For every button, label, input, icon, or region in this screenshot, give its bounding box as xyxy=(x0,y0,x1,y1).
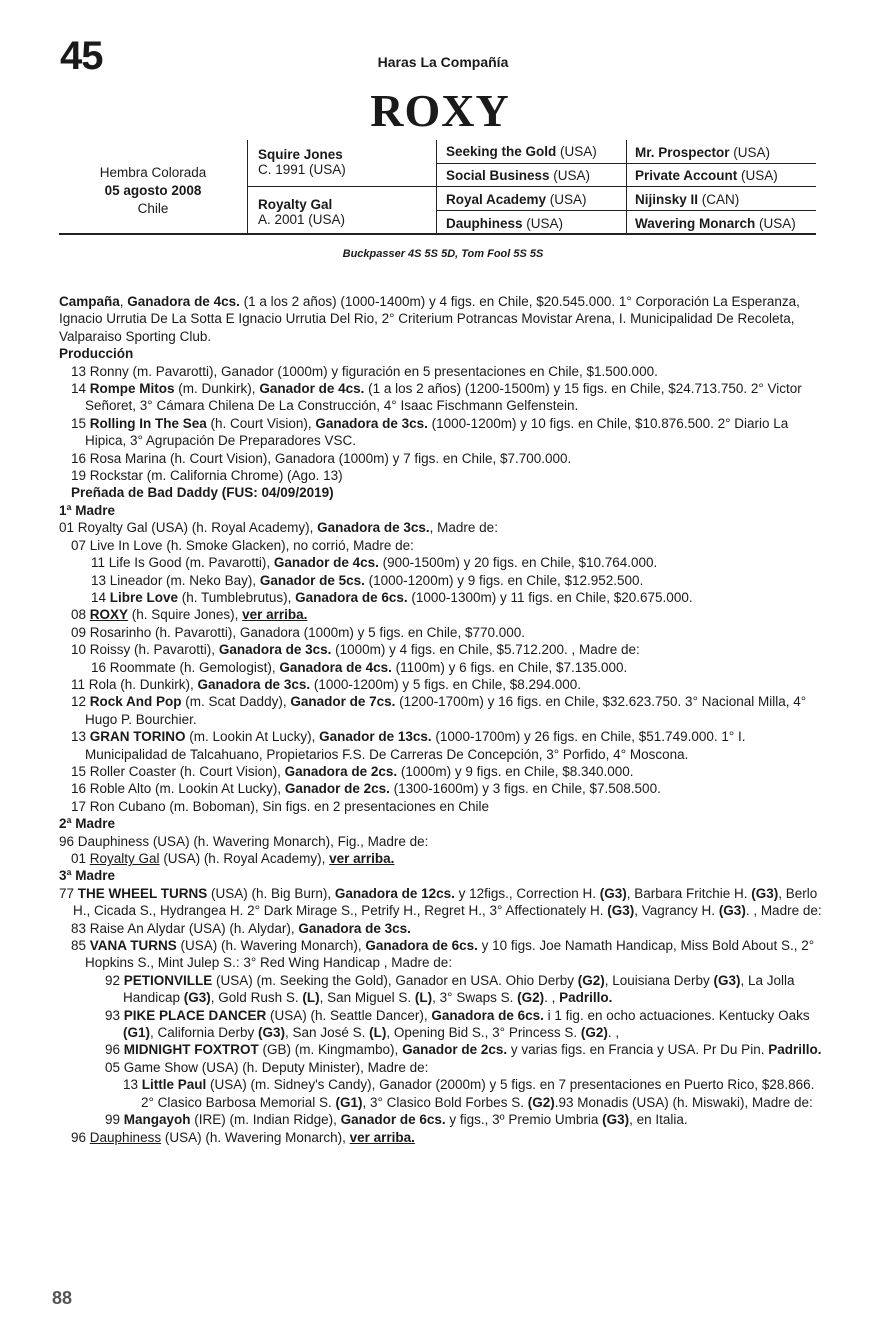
great-grandparent-cell: Mr. Prospector (USA) xyxy=(635,145,771,160)
grandparent-cell: Seeking the Gold (USA) xyxy=(446,144,597,159)
pedigree-divider xyxy=(436,186,816,187)
list-entry: 10 Roissy (h. Pavarotti), Ganadora de 3cs. (1000m) y 4 figs. en Chile, $5.712.200. , Madre de: xyxy=(71,642,640,658)
pedigree-table xyxy=(59,140,816,235)
list-entry: 07 Live In Love (h. Smoke Glacken), no corrió, Madre de: xyxy=(71,537,414,553)
great-grandparent-cell: Nijinsky II (CAN) xyxy=(635,192,740,207)
dam-info: A. 2001 (USA) xyxy=(258,212,346,227)
list-entry: 17 Ron Cubano (m. Boboman), Sin figs. en 2 presentaciones en Chile xyxy=(71,798,489,814)
third-dam-heading: 3ª Madre xyxy=(59,868,116,884)
grandparent-cell: Social Business (USA) xyxy=(446,168,591,183)
subject-sex-color: Hembra Colorada xyxy=(99,165,207,180)
list-entry: 13 Ronny (m. Pavarotti), Ganador (1000m) y figuración en 5 presentaciones en Chile, $1.500.000. xyxy=(71,363,658,379)
breeder-name: Haras La Compañía xyxy=(377,54,509,70)
list-entry: 14 Rompe Mitos (m. Dunkirk), Ganador de 4cs. (1 a los 2 años) (1200-1500m) y 15 figs. en Chile, $24.713.750. 2° Victor Señoret, 3° Cámara Chilena De La Construcción, 4° Isaac Fischmann Gelfenstein. xyxy=(71,381,802,414)
list-entry: 11 Rola (h. Dunkirk), Ganadora de 3cs. (1000-1200m) y 5 figs. en Chile, $8.294.000. xyxy=(71,676,582,692)
list-entry: 16 Rosa Marina (h. Court Vision), Ganadora (1000m) y 7 figs. en Chile, $7.700.000. xyxy=(71,450,572,466)
grandparent-cell: Dauphiness (USA) xyxy=(446,216,564,231)
great-grandparent-cell: Private Account (USA) xyxy=(635,168,778,183)
pedigree-divider xyxy=(247,140,248,234)
list-entry: 11 Life Is Good (m. Pavarotti), Ganador de 4cs. (900-1500m) y 20 figs. en Chile, $10.764.000. xyxy=(91,555,658,571)
grandparent-cell: Royal Academy (USA) xyxy=(446,192,587,207)
list-entry: 12 Rock And Pop (m. Scat Daddy), Ganador de 7cs. (1200-1700m) y 16 figs. en Chile, $32.623.750. 3° Nacional Milla, 4° Hugo P. Bourchier. xyxy=(71,694,807,727)
list-entry: 96 Dauphiness (USA) (h. Wavering Monarch), ver arriba. xyxy=(71,1129,415,1145)
list-entry: 05 Game Show (USA) (h. Deputy Minister), Madre de: xyxy=(105,1059,429,1075)
first-dam-heading: 1ª Madre xyxy=(59,502,116,518)
list-entry: 09 Rosarinho (h. Pavarotti), Ganadora (1000m) y 5 figs. en Chile, $770.000. xyxy=(71,624,526,640)
list-entry: 01 Royalty Gal (USA) (h. Royal Academy), ver arriba. xyxy=(71,851,395,866)
pedigree-divider xyxy=(626,140,627,234)
third-dam-list xyxy=(59,885,829,1146)
subject-info xyxy=(59,164,247,218)
list-entry: 96 MIDNIGHT FOXTROT (GB) (m. Kingmambo), Ganador de 2cs. y varias figs. en Francia y USA. Pr Du Pin. Padrillo. xyxy=(105,1042,822,1058)
pedigree-bottom-rule xyxy=(59,233,816,235)
list-entry: 13 Lineador (m. Neko Bay), Ganador de 5cs. (1000-1200m) y 9 figs. en Chile, $12.952.500. xyxy=(91,572,644,588)
inbreeding-line: Buckpasser 4S 5S 5D, Tom Fool 5S 5S xyxy=(342,248,544,260)
production-heading: Producción xyxy=(59,346,134,362)
list-entry: 15 Rolling In The Sea (h. Court Vision), Ganadora de 3cs. (1000-1200m) y 10 figs. en Chile, $10.876.500. 2° Diario La Hipica, 3° Agrupación De Preparadores VSC. xyxy=(71,415,789,449)
list-entry: 14 Libre Love (h. Tumblebrutus), Ganadora de 6cs. (1000-1300m) y 11 figs. en Chile, $20.675.000. xyxy=(91,589,693,605)
production-list xyxy=(59,363,829,502)
page-number: 88 xyxy=(52,1288,73,1308)
list-entry: 13 GRAN TORINO (m. Lookin At Lucky), Ganador de 13cs. (1000-1700m) y 26 figs. en Chile, $51.749.000. 1° I. Municipalidad de Talcahuano, Propietarios F.S. De Carreras De Concepción, 3° Porfido, 4° Moscona. xyxy=(71,729,746,762)
sire-cell xyxy=(258,147,346,177)
list-entry: 16 Roble Alto (m. Lookin At Lucky), Ganador de 2cs. (1300-1600m) y 3 figs. en Chile, $7.508.500. xyxy=(71,781,661,797)
list-entry: 13 Little Paul (USA) (m. Sidney's Candy), Ganador (2000m) y 5 figs. en 7 presentaciones en Puerto Rico, $28.866. 2° Clasico Barbosa Memorial S. (G1), 3° Clasico Bold Forbes S. (G2).93 Monadis (USA) (h. Miswaki), Madre de: xyxy=(123,1077,815,1110)
list-entry: 85 VANA TURNS (USA) (h. Wavering Monarch), Ganadora de 6cs. y 10 figs. Joe Namath Handicap, Miss Bold About S., 2° Hopkins S., Mint Julep S.: 3° Red Wing Handicap , Madre de: xyxy=(71,938,815,971)
pedigree-divider xyxy=(247,186,436,187)
horse-name: ROXY xyxy=(370,85,510,136)
catalog-body xyxy=(59,293,829,1146)
second-dam-list xyxy=(59,833,829,868)
subject-country: Chile xyxy=(137,201,169,216)
pedigree-divider xyxy=(436,140,437,234)
list-entry: Preñada de Bad Daddy (FUS: 04/09/2019) xyxy=(71,485,334,501)
campaign-paragraph: Campaña, Ganadora de 4cs. (1 a los 2 años) (1000-1400m) y 4 figs. en Chile, $20.545.000. 1° Corporación La Esperanza, Ignacio Urrutia De La Sotta E Ignacio Urrutia Del Rio, 2° Criterium Potrancas Movistar Arena, I. Municipalidad De Recoleta, Valparaiso Sporting Club. xyxy=(59,294,800,344)
list-entry: 77 THE WHEEL TURNS (USA) (h. Big Burn), Ganadora de 12cs. y 12figs., Correction H. (G3), Barbara Fritchie H. (G3), Berlo H., Cicada S., Hydrangea H. 2° Dark Mirage S., Petrify H., Regret H., 3° Affectionately H. (G3), Vagrancy H. (G3). , Madre de: xyxy=(59,885,822,919)
list-entry: 01 Royalty Gal (USA) (h. Royal Academy), Ganadora de 3cs., Madre de: xyxy=(59,520,498,536)
subject-birth-date: 05 agosto 2008 xyxy=(104,183,202,198)
second-dam-heading: 2ª Madre xyxy=(59,816,116,832)
first-dam-list xyxy=(59,519,829,815)
dam-name: Royalty Gal xyxy=(258,197,333,212)
dam-cell xyxy=(258,197,345,227)
list-entry: 99 Mangayoh (IRE) (m. Indian Ridge), Ganador de 6cs. y figs., 3º Premio Umbria (G3), en Italia. xyxy=(105,1112,688,1128)
list-entry: 92 PETIONVILLE (USA) (m. Seeking the Gold), Ganador en USA. Ohio Derby (G2), Louisiana Derby (G3), La Jolla Handicap (G3), Gold Rush S. (L), San Miguel S. (L), 3° Swaps S. (G2). , Padrillo. xyxy=(105,972,795,1006)
pedigree-divider xyxy=(436,210,816,211)
list-entry: 08 ROXY (h. Squire Jones), ver arriba. xyxy=(71,607,308,623)
list-entry: 19 Rockstar (m. California Chrome) (Ago. 13) xyxy=(71,468,343,484)
sire-info: C. 1991 (USA) xyxy=(258,162,346,177)
list-entry: 83 Raise An Alydar (USA) (h. Alydar), Ganadora de 3cs. xyxy=(71,920,411,936)
pedigree-divider xyxy=(436,163,816,164)
list-entry: 16 Roommate (h. Gemologist), Ganadora de 4cs. (1100m) y 6 figs. en Chile, $7.135.000. xyxy=(91,659,628,675)
sire-name: Squire Jones xyxy=(258,147,343,162)
great-grandparent-cell: Wavering Monarch (USA) xyxy=(635,216,796,231)
list-entry: 96 Dauphiness (USA) (h. Wavering Monarch), Fig., Madre de: xyxy=(59,833,429,849)
lot-number: 45 xyxy=(60,34,103,78)
list-entry: 15 Roller Coaster (h. Court Vision), Ganadora de 2cs. (1000m) y 9 figs. en Chile, $8.340.000. xyxy=(71,763,634,779)
list-entry: 93 PIKE PLACE DANCER (USA) (h. Seattle Dancer), Ganadora de 6cs. i 1 fig. en ocho actuaciones. Kentucky Oaks (G1), California Derby (G3), San José S. (L), Opening Bid S., 3° Princess S. (G2). , xyxy=(105,1007,810,1041)
